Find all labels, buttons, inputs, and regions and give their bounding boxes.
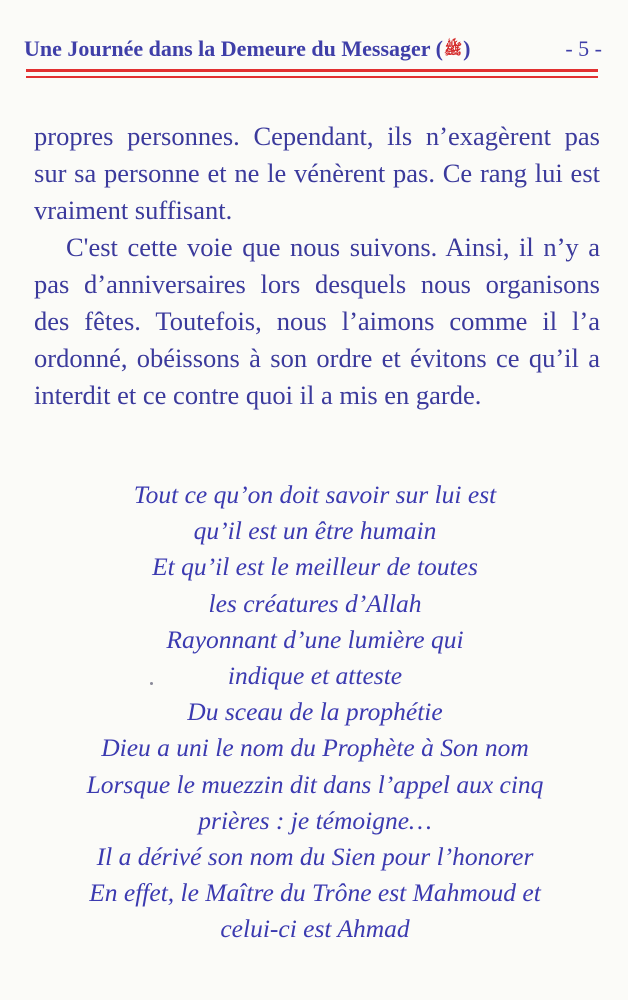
poem-line: Et qu’il est le meilleur de toutes (152, 552, 478, 582)
running-title-text: Une Journée dans la Demeure du Messager ( (24, 36, 443, 61)
body-text (34, 118, 600, 414)
poem-line: celui-ci est Ahmad (220, 914, 410, 944)
seal-icon: ﷺ (444, 40, 463, 58)
running-title (24, 36, 470, 62)
poem-line: Dieu a uni le nom du Prophète à Son nom (101, 733, 529, 763)
paragraph-1: propres personnes. Cependant, ils n’exagèrent pas sur sa personne et ne le vénèrent pas. Ce rang lui est vraiment suffisant. (34, 121, 600, 225)
poem-line: Rayonnant d’une lumière qui (166, 624, 464, 654)
running-title-close: ) (463, 36, 471, 61)
page-header (24, 28, 602, 68)
poem-line: Tout ce qu’on doit savoir sur lui est (133, 480, 497, 509)
poem (26, 477, 604, 948)
header-rule-top (26, 69, 598, 72)
poem-line: prières : je témoigne… (198, 805, 432, 835)
poem-line: Il a dérivé son nom du Sien pour l’honorer (96, 842, 534, 872)
poem-line: indique et atteste (227, 661, 403, 691)
paragraph-2: C'est cette voie que nous suivons. Ainsi, il n’y a pas d’anniversaires lors desquels nous organisons des fêtes. Toutefois, nous l’aimons comme il l’a ordonné, obéissons à son ordre et évitons ce qu’il a interdit et ce contre quoi il a mis en garde. (34, 232, 600, 410)
poem-line: Du sceau de la prophétie (187, 697, 443, 727)
poem-line: En effet, le Maître du Trône est Mahmoud et (89, 878, 541, 908)
page-number: - 5 - (565, 36, 602, 61)
header-rule-bottom (26, 76, 598, 78)
poem-line: qu’il est un être humain (193, 516, 437, 546)
poem-line: les créatures d’Allah (208, 588, 422, 618)
poem-line: Lorsque le muezzin dit dans l’appel aux cinq (86, 769, 544, 799)
